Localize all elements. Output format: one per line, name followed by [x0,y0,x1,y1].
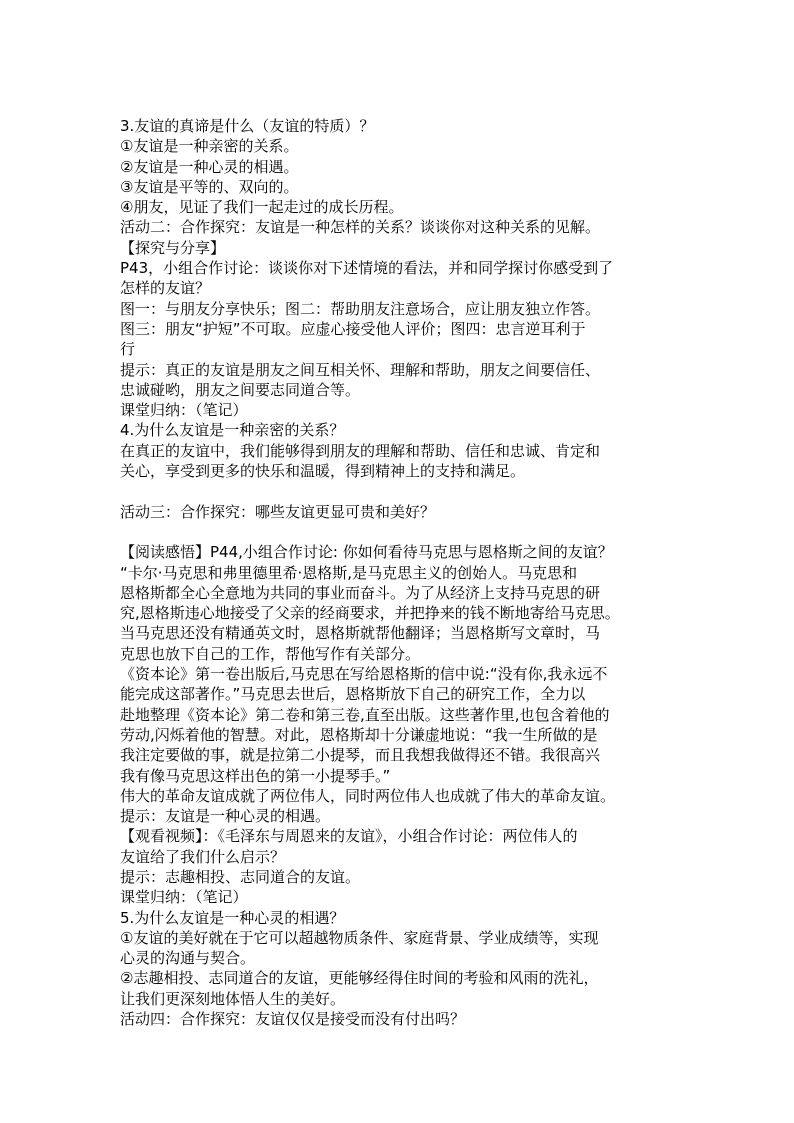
text-line: ①友谊是一种亲密的关系。 [120,137,299,156]
text-line: 在真正的友谊中，我们能够得到朋友的理解和帮助、信任和忠诚、肯定和 [120,441,601,460]
blank-line [120,522,690,542]
text-line: 我注定要做的事，就是拉第二小提琴，而且我想我做得还不错。我很高兴 [120,746,601,765]
text-line: 图一：与朋友分享快乐；图二：帮助朋友注意场合，应让朋友独立作答。 [120,299,601,318]
text-line: 忠诚碰哟，朋友之间要志同道合等。 [120,380,361,399]
text-line: 课堂归纳：（笔记） [120,401,248,420]
text-line: 友谊给了我们什么启示？ [120,847,286,866]
text-line: 恩格斯都全心全意地为共同的事业而奋斗。为了从经济上支持马克思的研 [120,583,601,602]
text-line: ②志趣相投、志同道合的友谊，更能够经得住时间的考验和风雨的洗礼， [120,969,599,988]
text-line: 【探究与分享】 [120,238,226,257]
text-line: 究,恩格斯违心地接受了父亲的经商要求，并把挣来的钱不断地寄给马克思。 [120,604,620,623]
text-line: 心灵的沟通与契合。 [120,949,256,968]
text-line: 图三：朋友“护短”不可取。应虚心接受他人评价；图四：忠言逆耳利于 [120,319,586,338]
text-line: 让我们更深刻地体悟人生的美好。 [120,989,346,1008]
text-line: 伟大的革命友谊成就了两位伟人，同时两位伟人也成就了伟大的革命友谊。 [120,786,616,805]
text-line: ④朋友，见证了我们一起走过的成长历程。 [120,198,404,217]
text-line: ③友谊是平等的、双向的。 [120,177,299,196]
text-line: 当马克思还没有精通英文时，恩格斯就帮他翻译；当恩格斯写文章时，马 [120,624,601,643]
text-line: 关心，享受到更多的快乐和温暖，得到精神上的支持和满足。 [120,462,526,481]
text-line: “卡尔·马克思和弗里德里希·恩格斯,是马克思主义的创始人。马克思和 [120,563,578,582]
blank-line [120,481,690,501]
text-line: 【观看视频】：《毛泽东与周恩来的友谊》，小组合作讨论：两位伟人的 [120,827,578,846]
text-line: 3.友谊的真谛是什么（友谊的特质）？ [120,117,375,135]
text-line: 提示：友谊是一种心灵的相遇。 [120,807,331,826]
text-line: 活动三：合作探究：哪些友谊更显可贵和美好？ [120,502,436,521]
text-line: 我有像马克思这样出色的第一小提琴手。” [120,766,391,785]
text-line: 能完成这部著作。”马克思去世后，恩格斯放下自己的研究工作，全力以 [120,685,586,704]
text-line: 行 [120,340,136,359]
document-page [120,90,690,1029]
text-line: 【阅读感悟】P44,小组合作讨论: 你如何看待马克思与恩格斯之间的友谊？ [120,543,613,562]
text-line: 《资本论》第一卷出版后,马克思在写给恩格斯的信中说:“没有你,我永远不 [120,665,608,684]
text-line: 课堂归纳：（笔记） [120,888,248,907]
text-line: 提示：志趣相投、志同道合的友谊。 [120,867,361,886]
text-line: 怎样的友谊？ [120,279,211,298]
text-line: P43，小组合作讨论：谈谈你对下述情境的看法，并和同学探讨你感受到了 [120,259,614,278]
text-line: 活动四：合作探究：友谊仅仅是接受而没有付出吗？ [120,1010,466,1029]
text-line: 活动二：合作探究：友谊是一种怎样的关系？谈谈你对这种关系的见解。 [120,218,601,237]
text-line: 克思也放下自己的工作，帮他写作有关部分。 [120,644,421,663]
text-line: 提示：真正的友谊是朋友之间互相关怀、理解和帮助，朋友之间要信任、 [120,360,601,379]
text-line: ②友谊是一种心灵的相遇。 [120,157,299,176]
text-line: ①友谊的美好就在于它可以超越物质条件、家庭背景、学业成绩等，实现 [120,928,599,947]
text-line: 劳动,闪烁着他的智慧。对此，恩格斯却十分谦虚地说：“我一生所做的是 [120,725,598,744]
text-line: 4.为什么友谊是一种亲密的关系？ [120,421,345,440]
text-line: 赴地整理《资本论》第二卷和第三卷,直至出版。这些著作里,也包含着他的 [120,705,610,724]
text-line: 5.为什么友谊是一种心灵的相遇？ [120,908,345,927]
